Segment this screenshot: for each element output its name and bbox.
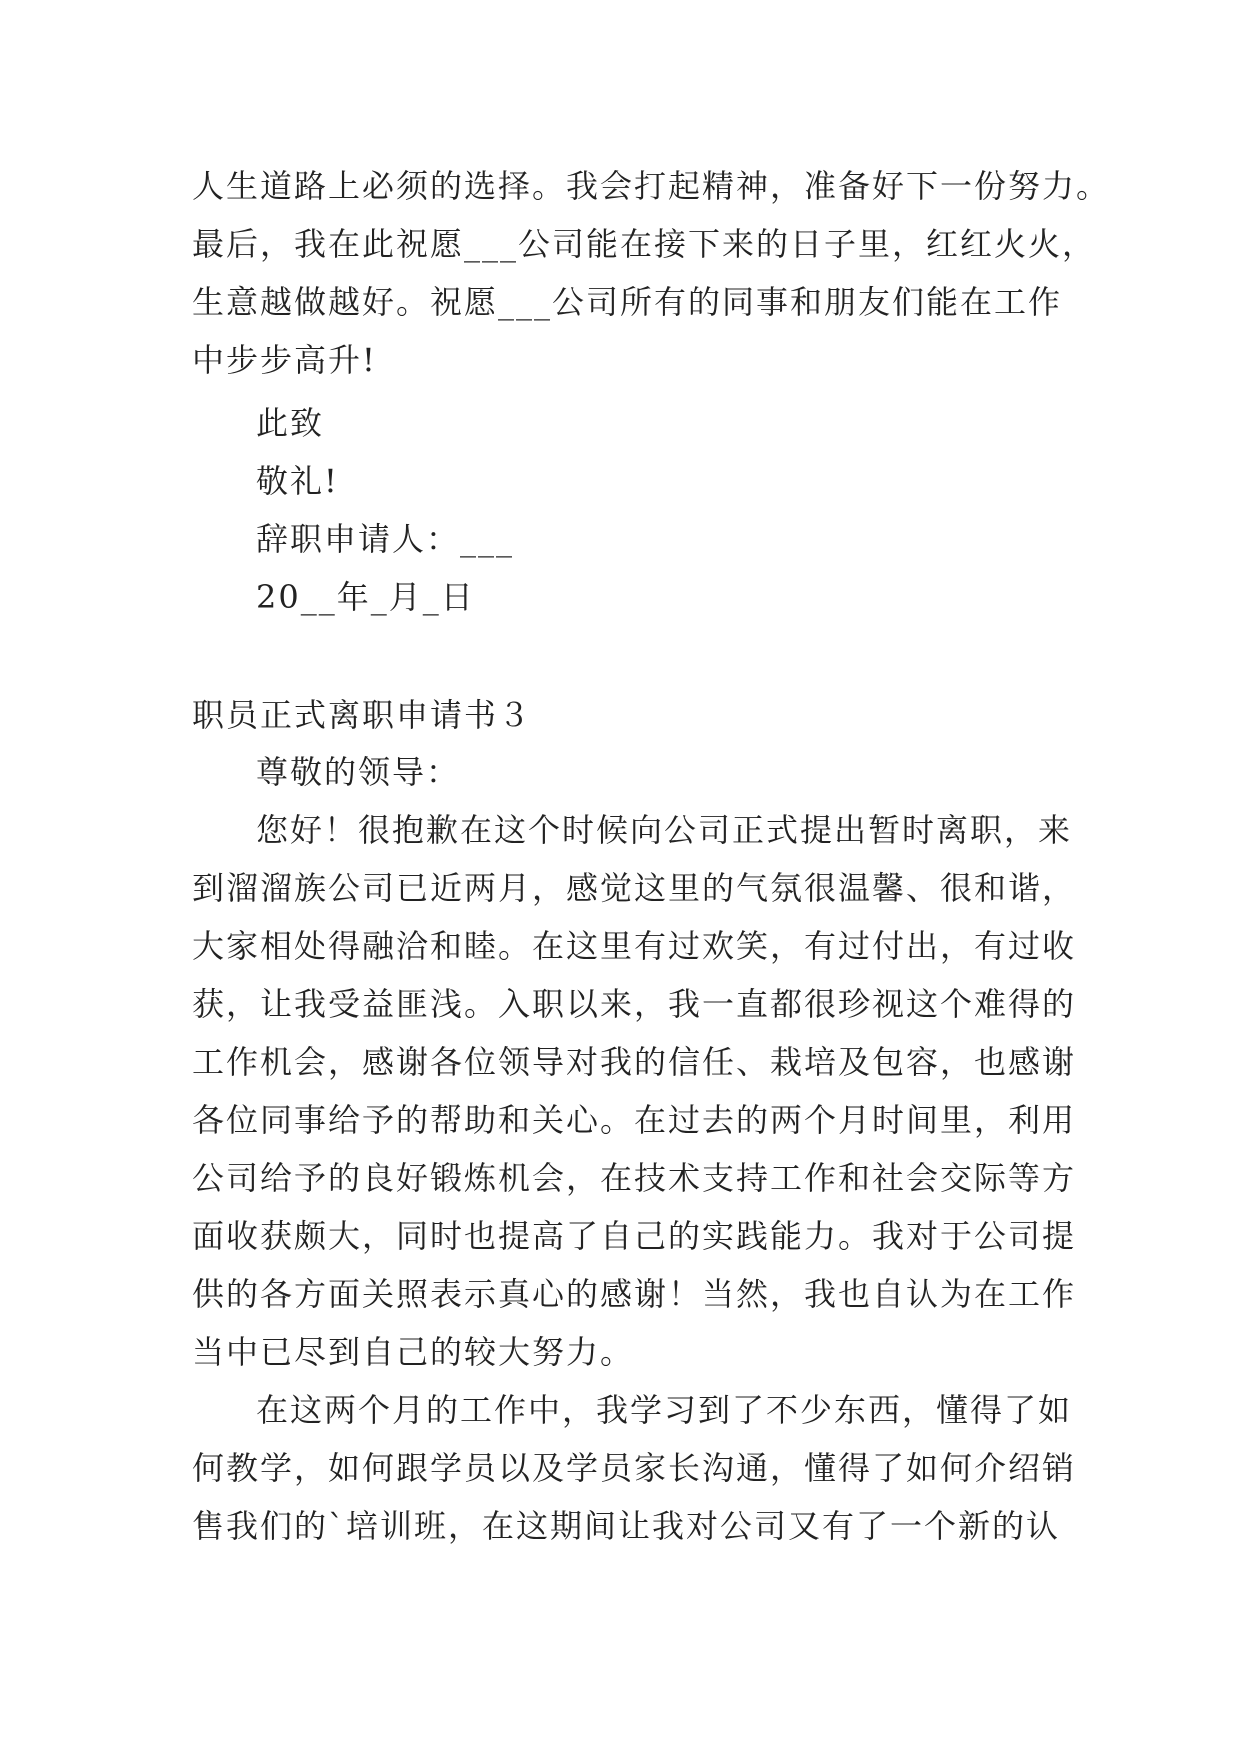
text-line: 到溜溜族公司已近两月，感觉这里的气氛很温馨、很和谐， (192, 869, 1077, 907)
text-line: 售我们的`培训班，在这期间让我对公司又有了一个新的认 (192, 1507, 1061, 1545)
text-line: 何教学，如何跟学员以及学员家长沟通，懂得了如何介绍销 (192, 1449, 1077, 1487)
text-line: 中步步高升! (192, 341, 377, 379)
text-line: 各位同事给予的帮助和关心。在过去的两个月时间里，利用 (192, 1101, 1077, 1139)
text-line: 大家相处得融洽和睦。在这里有过欢笑，有过付出，有过收 (192, 927, 1077, 965)
text-line: 面收获颇大，同时也提高了自己的实践能力。我对于公司提 (192, 1217, 1077, 1255)
section-title-block (192, 686, 1060, 744)
top-paragraph (192, 157, 1111, 389)
text-line: 获，让我受益匪浅。入职以来，我一直都很珍视这个难得的 (192, 985, 1077, 1023)
applicant-line: 辞职申请人：___ (256, 520, 515, 558)
text-line: 公司给予的良好锻炼机会，在技术支持工作和社会交际等方 (192, 1159, 1077, 1197)
salutation-line: 敬礼! (256, 462, 339, 500)
letter-greeting: 尊敬的领导： (256, 753, 461, 791)
text-line: 在这两个月的工作中，我学习到了不少东西，懂得了如 (256, 1391, 1073, 1429)
closing-block (192, 394, 1060, 626)
text-line: 人生道路上必须的选择。我会打起精神，准备好下一份努力。 (192, 167, 1111, 205)
text-line: 最后，我在此祝愿___公司能在接下来的日子里，红红火火， (192, 225, 1097, 263)
text-line: 当中已尽到自己的较大努力。 (192, 1333, 635, 1371)
salutation-line: 此致 (256, 404, 325, 442)
text-line: 生意越做越好。祝愿___公司所有的同事和朋友们能在工作 (192, 283, 1063, 321)
letter-body (192, 743, 1077, 1555)
date-line: 20__年_月_日 (256, 578, 475, 616)
text-line: 工作机会，感谢各位领导对我的信任、栽培及包容，也感谢 (192, 1043, 1077, 1081)
text-line: 您好！很抱歉在这个时候向公司正式提出暂时离职，来 (256, 811, 1073, 849)
section-title: 职员正式离职申请书３ (192, 696, 533, 734)
text-line: 供的各方面关照表示真心的感谢！当然，我也自认为在工作 (192, 1275, 1077, 1313)
